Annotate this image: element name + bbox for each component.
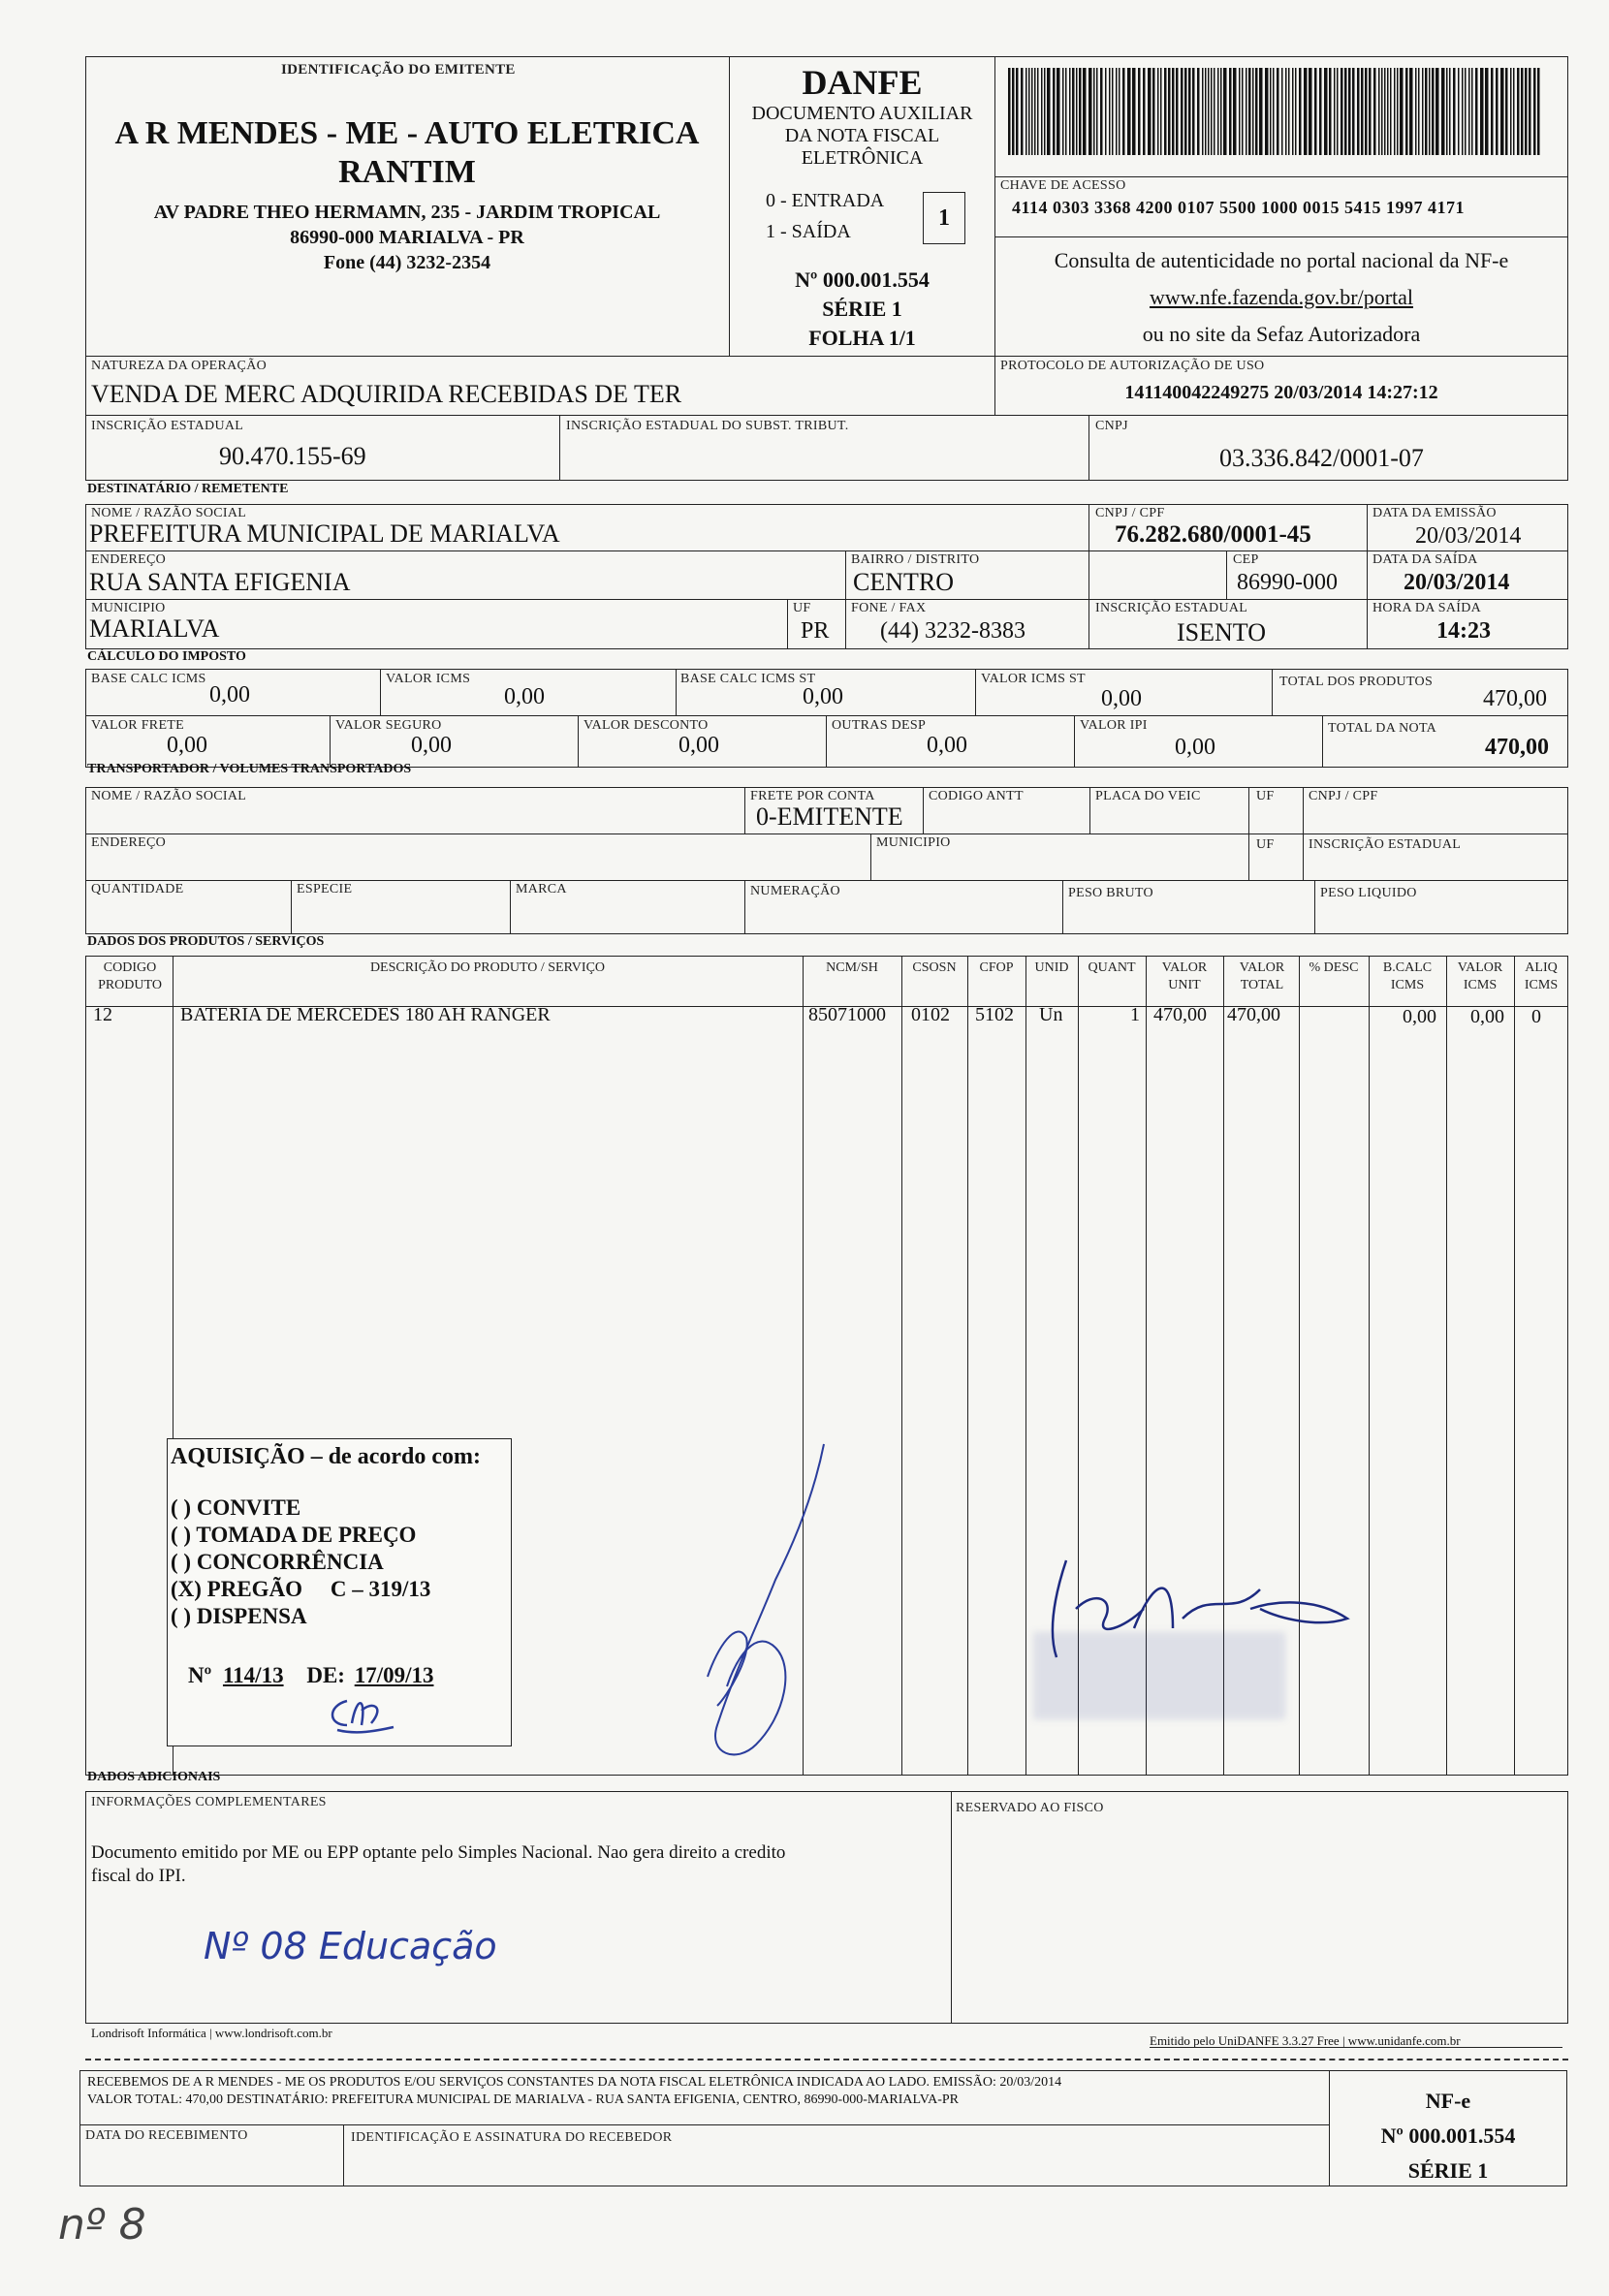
cnpj-label: CNPJ: [1095, 419, 1128, 433]
stamp-pregao-ref: C – 319/13: [330, 1577, 431, 1601]
dest-fone: (44) 3232-8383: [880, 618, 1025, 644]
canhoto-assinatura-label: IDENTIFICAÇÃO E ASSINATURA DO RECEBEDOR: [351, 2130, 673, 2145]
emitente-name-line2: RANTIM: [338, 154, 476, 190]
th-codigo: CODIGO PRODUTO: [98, 960, 162, 992]
desconto: 0,00: [678, 733, 719, 758]
base-st-label: BASE CALC ICMS ST: [680, 672, 816, 686]
transp-marca-label: MARCA: [516, 882, 567, 896]
row-aliq: 0: [1531, 1006, 1541, 1027]
row-vunit: 470,00: [1153, 1004, 1207, 1025]
transp-frete: 0-EMITENTE: [756, 802, 903, 831]
desconto-label: VALOR DESCONTO: [584, 718, 709, 733]
emitente-address: AV PADRE THEO HERMAMN, 235 - JARDIM TROPICAL: [153, 202, 661, 223]
transp-cnpj-label: CNPJ / CPF: [1309, 789, 1378, 803]
dest-cep-label: CEP: [1233, 552, 1259, 567]
ipi-label: VALOR IPI: [1080, 718, 1148, 733]
bottom-handwritten-note: nº 8: [58, 2200, 146, 2249]
th-unid: UNID: [1034, 960, 1069, 975]
th-ncm: NCM/SH: [826, 960, 878, 975]
valor-st: 0,00: [1101, 686, 1142, 711]
total-nota: 470,00: [1485, 735, 1549, 760]
ie-value: 90.470.155-69: [219, 442, 366, 470]
danfe-saida: 1 - SAÍDA: [766, 221, 851, 242]
natureza-label: NATUREZA DA OPERAÇÃO: [91, 359, 268, 373]
frete: 0,00: [167, 733, 207, 758]
reservado-label: RESERVADO AO FISCO: [956, 1801, 1104, 1815]
stamp-numero-line: [188, 1663, 433, 1688]
danfe-subtitle3: ELETRÔNICA: [801, 147, 924, 169]
dest-cnpj: 76.282.680/0001-45: [1115, 521, 1311, 548]
row-vicms: 0,00: [1470, 1006, 1504, 1027]
danfe-subtitle1: DOCUMENTO AUXILIAR: [751, 103, 973, 124]
info-line1: Documento emitido por ME ou EPP optante pelo Simples Nacional. Nao gera direito a credito: [91, 1842, 786, 1863]
th-aliq: ALIQ ICMS: [1524, 960, 1559, 992]
danfe-title: DANFE: [802, 63, 923, 102]
ie-label: INSCRIÇÃO ESTADUAL: [91, 419, 244, 433]
transp-uf2-label: UF: [1256, 837, 1275, 852]
info-line2: fiscal do IPI.: [91, 1866, 186, 1886]
transp-especie-label: ESPECIE: [297, 882, 353, 896]
frete-label: VALOR FRETE: [91, 718, 184, 733]
row-unid: Un: [1039, 1004, 1063, 1025]
adicionais-section: DADOS ADICIONAIS: [87, 1770, 221, 1784]
dest-saida: 20/03/2014: [1404, 570, 1510, 595]
emitente-address-block: [87, 200, 727, 275]
footer-left: Londrisoft Informática | www.londrisoft.com.br: [91, 2026, 332, 2040]
danfe-tipo-box: 1: [923, 192, 965, 244]
th-quant: QUANT: [1088, 960, 1136, 975]
transp-frete-label: FRETE POR CONTA: [750, 789, 875, 803]
dest-uf-label: UF: [793, 601, 811, 615]
stamp-title: AQUISIÇÃO – de acordo com:: [171, 1444, 481, 1469]
valor-st-label: VALOR ICMS ST: [981, 672, 1086, 686]
th-vicms: VALOR ICMS: [1457, 960, 1503, 992]
dest-emissao-label: DATA DA EMISSÃO: [1372, 506, 1497, 520]
th-descricao: DESCRIÇÃO DO PRODUTO / SERVIÇO: [369, 960, 606, 975]
transp-peso-bruto-label: PESO BRUTO: [1068, 886, 1153, 900]
stamp-options: [171, 1494, 430, 1630]
danfe-subtitle: [729, 103, 995, 170]
chave-consulta: [994, 242, 1568, 353]
base-st: 0,00: [803, 684, 843, 709]
dest-cnpj-label: CNPJ / CPF: [1095, 506, 1165, 520]
valor-icms-label: VALOR ICMS: [386, 672, 471, 686]
stamp-tomada: ( ) TOMADA DE PREÇO: [171, 1523, 417, 1547]
transp-nome-label: NOME / RAZÃO SOCIAL: [91, 789, 247, 803]
dest-uf: PR: [801, 618, 830, 644]
destinatario-section: DESTINATÁRIO / REMETENTE: [87, 482, 289, 496]
dest-nome: PREFEITURA MUNICIPAL DE MARIALVA: [89, 519, 560, 548]
stamp-dispensa: ( ) DISPENSA: [171, 1604, 307, 1628]
transp-municipio-label: MUNICIPIO: [876, 835, 951, 850]
canhoto-numero: Nº 000.001.554: [1380, 2123, 1516, 2148]
chave-label: CHAVE DE ACESSO: [1000, 178, 1126, 193]
st-label: INSCRIÇÃO ESTADUAL DO SUBST. TRIBUT.: [566, 419, 849, 433]
canhoto-recebemos-line2: VALOR TOTAL: 470,00 DESTINATÁRIO: PREFEITURA MUNICIPAL DE MARIALVA - RUA SANTA EFIGENIA, CENTRO, 86990-000-MARIALVA-PR: [87, 2092, 960, 2107]
emitente-city: 86990-000 MARIALVA - PR: [290, 227, 524, 248]
stamp-initials: [318, 1686, 395, 1735]
th-desc: % DESC: [1309, 960, 1359, 975]
base-icms-label: BASE CALC ICMS: [91, 672, 206, 686]
emitente-name: [87, 114, 727, 192]
ipi: 0,00: [1175, 735, 1215, 760]
info-label: INFORMAÇÕES COMPLEMENTARES: [91, 1795, 327, 1809]
base-icms: 0,00: [209, 682, 250, 708]
transp-placa-label: PLACA DO VEIC: [1095, 789, 1201, 803]
emitente-section-label: IDENTIFICAÇÃO DO EMITENTE: [281, 62, 516, 78]
stamp-data: 17/09/13: [354, 1663, 434, 1687]
dest-municipio: MARIALVA: [89, 614, 220, 643]
dest-endereco: RUA SANTA EFIGENIA: [89, 568, 351, 596]
row-bcalc: 0,00: [1403, 1006, 1436, 1027]
canhoto-data-label: DATA DO RECEBIMENTO: [85, 2128, 248, 2143]
stamp-num-label: Nº: [188, 1663, 212, 1687]
dest-emissao: 20/03/2014: [1415, 523, 1522, 549]
footer-right: Emitido pelo UniDANFE 3.3.27 Free | www.unidanfe.com.br: [1150, 2033, 1461, 2048]
transp-numeracao-label: NUMERAÇÃO: [750, 884, 840, 898]
transp-quantidade-label: QUANTIDADE: [91, 882, 184, 896]
imposto-section: CÁLCULO DO IMPOSTO: [87, 649, 246, 664]
total-prod: 470,00: [1483, 686, 1547, 711]
seguro-label: VALOR SEGURO: [335, 718, 442, 733]
handwritten-signature-left: [678, 1434, 872, 1764]
barcode: [1004, 68, 1547, 155]
canhoto-nfe: NF-e: [1425, 2089, 1471, 2113]
produtos-section: DADOS DOS PRODUTOS / SERVIÇOS: [87, 934, 325, 949]
danfe-folha: FOLHA 1/1: [808, 326, 916, 350]
cnpj-value: 03.336.842/0001-07: [1219, 444, 1424, 472]
row-descricao: BATERIA DE MERCEDES 180 AH RANGER: [180, 1004, 551, 1025]
stamp-pregao: (X) PREGÃO: [171, 1577, 303, 1601]
dest-saida-label: DATA DA SAÍDA: [1372, 552, 1478, 567]
danfe-serie: SÉRIE 1: [822, 297, 902, 321]
row-ncm: 85071000: [808, 1004, 886, 1025]
stamp-num: 114/13: [222, 1663, 284, 1687]
dest-municipio-label: MUNICIPIO: [91, 601, 166, 615]
chave-consulta1: Consulta de autenticidade no portal nacional da NF-e: [1054, 248, 1509, 272]
th-vtotal: VALOR TOTAL: [1239, 960, 1285, 992]
total-nota-label: TOTAL DA NOTA: [1328, 721, 1437, 736]
chave-value: 4114 0303 3368 4200 0107 5500 1000 0015 5415 1997 4171: [1012, 198, 1466, 217]
transp-uf-label: UF: [1256, 789, 1275, 803]
dest-cep: 86990-000: [1237, 570, 1338, 595]
info-box: [85, 1791, 952, 2024]
row-vtotal: 470,00: [1227, 1004, 1280, 1025]
transportador-section: TRANSPORTADOR / VOLUMES TRANSPORTADOS: [87, 762, 412, 776]
dest-bairro-label: BAIRRO / DISTRITO: [851, 552, 980, 567]
dest-nome-label: NOME / RAZÃO SOCIAL: [91, 506, 247, 520]
canhoto-recebemos: [87, 2074, 1061, 2109]
th-bcalc: B.CALC ICMS: [1382, 960, 1433, 992]
outras: 0,00: [927, 733, 967, 758]
stamp-pregao-line: [171, 1576, 430, 1603]
emitente-phone: Fone (44) 3232-2354: [323, 252, 491, 273]
handwritten-note: Nº 08 Educação: [204, 1925, 497, 1967]
th-vunit: VALOR UNIT: [1161, 960, 1208, 992]
stamp-convite: ( ) CONVITE: [171, 1495, 301, 1520]
protocolo-label: PROTOCOLO DE AUTORIZAÇÃO DE USO: [1000, 359, 1265, 373]
row-cfop: 5102: [975, 1004, 1014, 1025]
danfe-numero: Nº 000.001.554: [795, 267, 930, 292]
canhoto-serie: SÉRIE 1: [1407, 2158, 1489, 2183]
dest-endereco-label: ENDEREÇO: [91, 552, 167, 567]
transp-antt-label: CODIGO ANTT: [929, 789, 1024, 803]
stamp-concorrencia: ( ) CONCORRÊNCIA: [171, 1550, 384, 1574]
seguro: 0,00: [411, 733, 452, 758]
outras-label: OUTRAS DESP: [832, 718, 927, 733]
transp-peso-liquido-label: PESO LIQUIDO: [1320, 886, 1417, 900]
natureza-value: VENDA DE MERC ADQUIRIDA RECEBIDAS DE TER: [91, 380, 682, 408]
th-csosn: CSOSN: [912, 960, 957, 975]
valor-icms: 0,00: [504, 684, 545, 709]
chave-consulta2: ou no site da Sefaz Autorizadora: [1142, 322, 1421, 346]
canhoto-recebemos-line1: RECEBEMOS DE A R MENDES - ME OS PRODUTOS E/OU SERVIÇOS CONSTANTES DA NOTA FISCAL ELETRÔNICA INDICADA AO LADO. EMISSÃO: 20/03/2014: [87, 2075, 1062, 2090]
danfe-numbering: [729, 266, 995, 353]
transp-ie-label: INSCRIÇÃO ESTADUAL: [1309, 837, 1462, 852]
signature-stamp-blur: [1033, 1632, 1285, 1719]
danfe-subtitle2: DA NOTA FISCAL: [784, 125, 940, 146]
stamp-de-label: DE:: [306, 1663, 345, 1687]
dest-ie: ISENTO: [1177, 618, 1266, 646]
dest-hora-label: HORA DA SAÍDA: [1372, 601, 1482, 615]
emitente-name-line1: A R MENDES - ME - AUTO ELETRICA: [114, 115, 700, 151]
reservado-box: [951, 1791, 1568, 2024]
transp-endereco-label: ENDEREÇO: [91, 835, 167, 850]
canhoto-nfe-block: [1329, 2084, 1567, 2188]
row-quant: 1: [1130, 1004, 1140, 1025]
protocolo-value: 141140042249275 20/03/2014 14:27:12: [1124, 382, 1438, 403]
total-prod-label: TOTAL DOS PRODUTOS: [1279, 675, 1434, 689]
row-csosn: 0102: [911, 1004, 950, 1025]
danfe-entrada: 0 - ENTRADA: [766, 190, 885, 211]
th-cfop: CFOP: [979, 960, 1014, 975]
dest-hora: 14:23: [1436, 618, 1491, 644]
dest-bairro: CENTRO: [853, 568, 954, 596]
row-codigo: 12: [93, 1004, 112, 1025]
dest-fone-label: FONE / FAX: [851, 601, 927, 615]
dest-ie-label: INSCRIÇÃO ESTADUAL: [1095, 601, 1248, 615]
info-text: [91, 1841, 785, 1888]
cut-line: [85, 2059, 1568, 2060]
chave-consulta-url[interactable]: www.nfe.fazenda.gov.br/portal: [1149, 285, 1414, 309]
